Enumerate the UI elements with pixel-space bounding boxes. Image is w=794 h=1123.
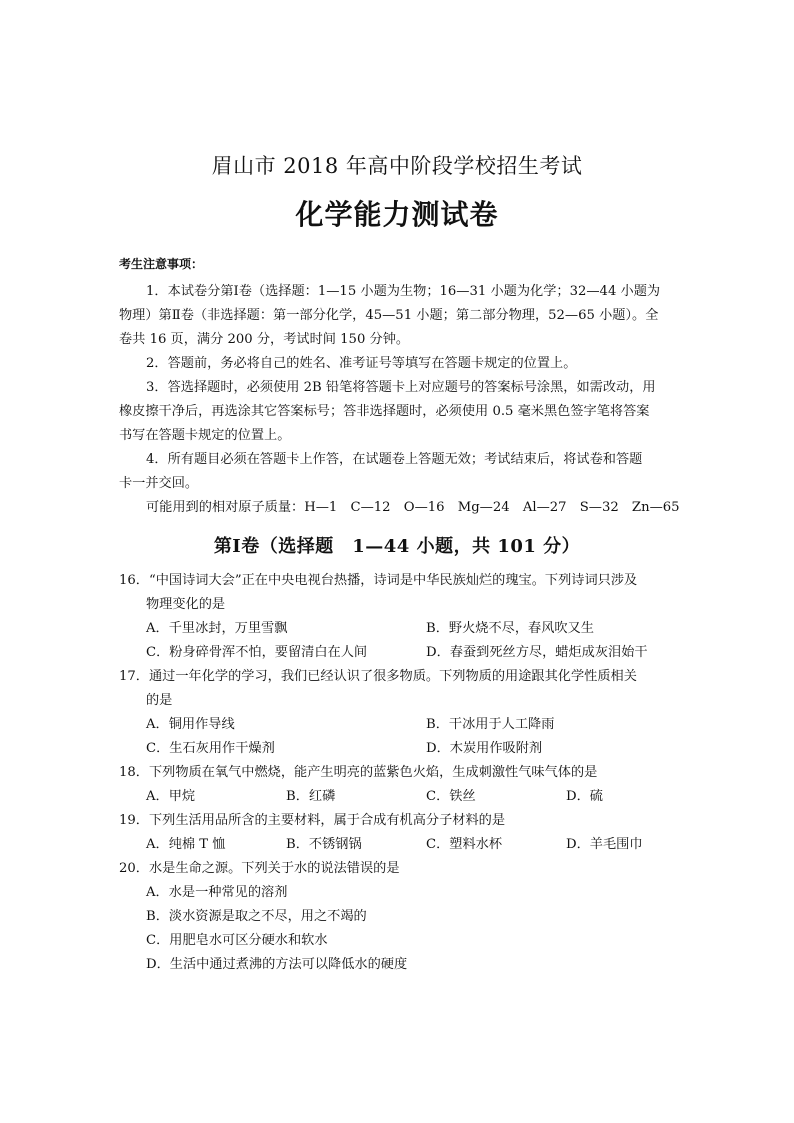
q18-option-b: B．红磷	[286, 789, 336, 804]
q16-stem-line-1: 16．“中国诗词大会”正在中央电视台热播，诗词是中华民族灿烂的瑰宝。下列诗词只涉及	[119, 573, 638, 588]
q20-option-c: C．用肥皂水可区分硬水和软水	[146, 933, 328, 948]
q20-stem: 20．水是生命之源。下列关于水的说法错误的是	[119, 861, 400, 876]
q16-option-c: C．粉身碎骨浑不怕，要留清白在人间	[146, 645, 368, 660]
q18-stem: 18．下列物质在氧气中燃烧，能产生明亮的蓝紫色火焰，生成刺激性气味气体的是	[119, 765, 598, 780]
notice-item-1-line-2: 物理）第Ⅱ卷（非选择题：第一部分化学，45—51 小题；第二部分物理，52—65 小题）。全	[119, 308, 659, 323]
q18-option-d: D．硫	[566, 789, 603, 804]
q18-option-c: C．铁丝	[426, 789, 476, 804]
q17-stem-line-1: 17．通过一年化学的学习，我们已经认识了很多物质。下列物质的用途跟其化学性质相关	[119, 669, 637, 684]
notice-item-2: 2．答题前，务必将自己的姓名、准考证号等填写在答题卡规定的位置上。	[146, 356, 577, 371]
q20-option-d: D．生活中通过煮沸的方法可以降低水的硬度	[146, 957, 408, 972]
q16-option-d: D．春蚕到死丝方尽，蜡炬成灰泪始干	[426, 645, 648, 660]
notice-item-3-line-1: 3．答选择题时，必须使用 2B 铅笔将答题卡上对应题号的答案标号涂黑，如需改动，用	[146, 380, 656, 395]
atomic-masses: 可能用到的相对原子质量：H—1 C—12 O—16 Mg—24 Al—27 S—32 Zn—65	[146, 500, 680, 515]
exam-subtitle: 化学能力测试卷	[295, 198, 499, 231]
notice-item-4-line-2: 卡一并交回。	[119, 476, 199, 491]
q19-option-c: C．塑料水杯	[426, 837, 503, 852]
q17-option-b: B．干冰用于人工降雨	[426, 717, 555, 732]
q19-option-d: D．羊毛围巾	[566, 837, 643, 852]
q17-stem-line-2: 的是	[146, 693, 173, 708]
notice-item-4-line-1: 4．所有题目必须在答题卡上作答，在试题卷上答题无效；考试结束后，将试卷和答题	[146, 452, 643, 467]
q19-stem: 19．下列生活用品所含的主要材料，属于合成有机高分子材料的是	[119, 813, 506, 828]
notice-item-3-line-2: 橡皮擦干净后，再选涂其它答案标号；答非选择题时，必须使用 0.5 毫米黑色签字笔将答案	[119, 404, 650, 419]
q16-option-b: B．野火烧不尽，春风吹又生	[426, 621, 594, 636]
q17-option-d: D．木炭用作吸附剂	[426, 741, 543, 756]
notice-item-1-line-3: 卷共 16 页，满分 200 分，考试时间 150 分钟。	[119, 332, 410, 347]
q17-option-a: A．铜用作导线	[146, 717, 235, 732]
section-title: 第Ⅰ卷（选择题 1—44 小题，共 101 分）	[213, 536, 581, 557]
notice-heading: 考生注意事项：	[119, 257, 204, 271]
exam-title: 眉山市 2018 年高中阶段学校招生考试	[211, 154, 583, 178]
q19-option-b: B．不锈钢锅	[286, 837, 362, 852]
notice-item-1-line-1: 1．本试卷分第Ⅰ卷（选择题：1—15 小题为生物；16—31 小题为化学；32—44 小题为	[146, 284, 661, 299]
q20-option-b: B．淡水资源是取之不尽，用之不竭的	[146, 909, 367, 924]
notice-item-3-line-3: 书写在答题卡规定的位置上。	[119, 428, 291, 443]
q19-option-a: A．纯棉 T 恤	[146, 837, 226, 852]
q16-stem-line-2: 物理变化的是	[146, 597, 226, 612]
q18-option-a: A．甲烷	[146, 789, 196, 804]
q20-option-a: A．水是一种常见的溶剂	[146, 885, 288, 900]
q16-option-a: A．千里冰封，万里雪飘	[146, 621, 288, 636]
q17-option-c: C．生石灰用作干燥剂	[146, 741, 275, 756]
